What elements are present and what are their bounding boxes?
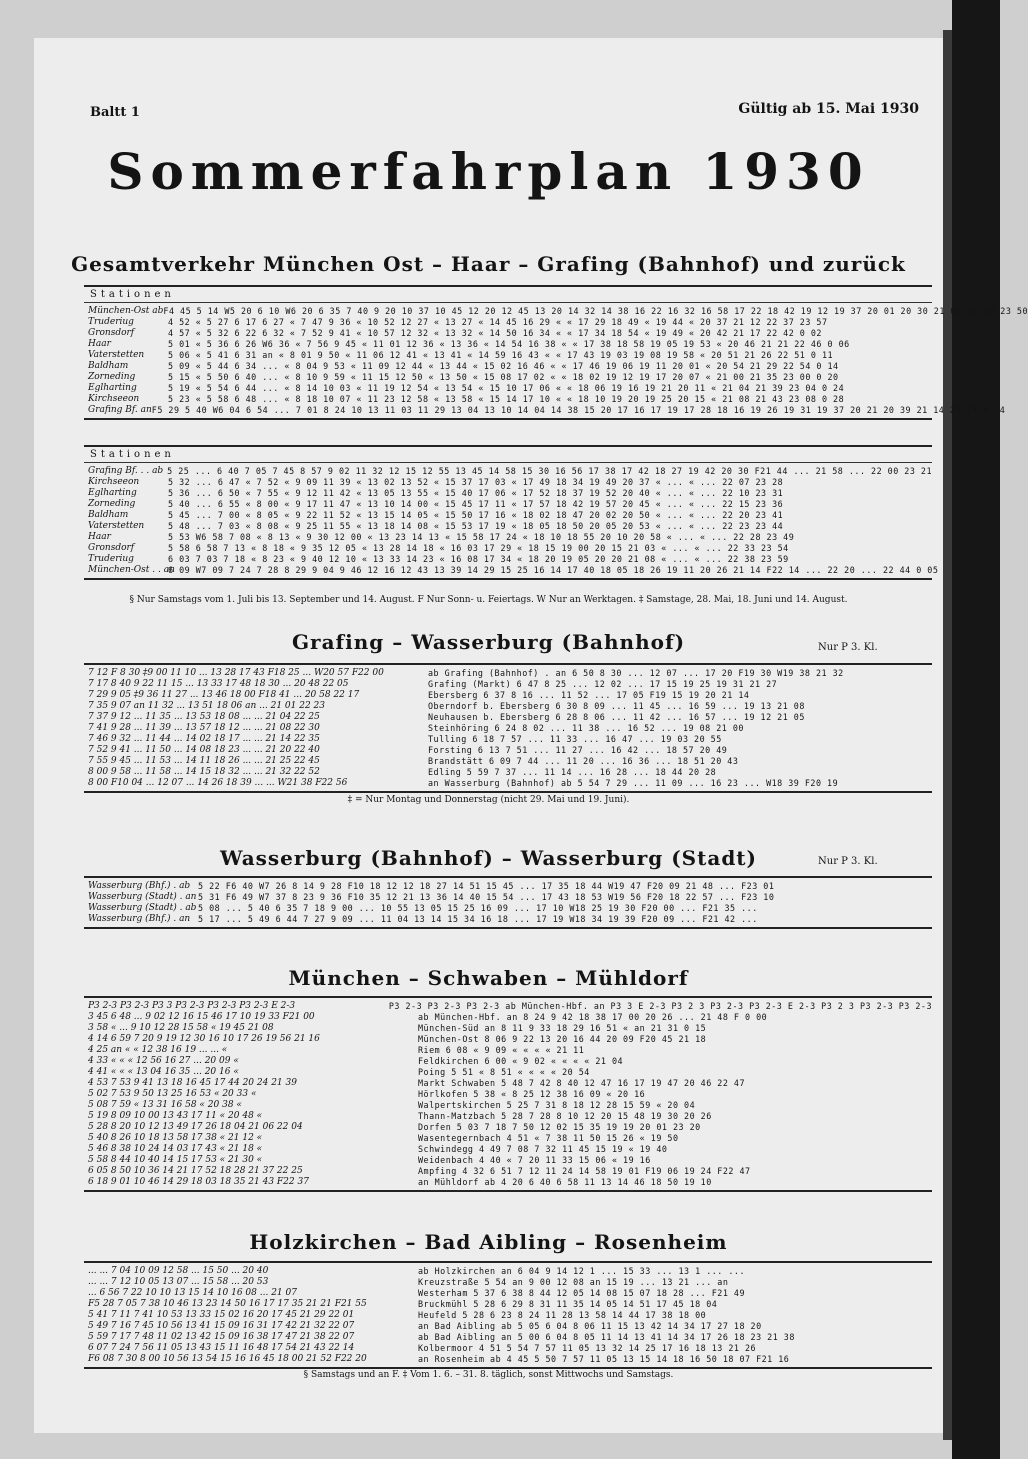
station-cell: 7 46 9 32 ... 11 44 ... 14 02 18 17 ... ... 21 14 22 35: [88, 734, 320, 744]
times-cell: Westerham 5 37 6 38 8 44 12 05 14 08 15 07 18 28 ... F21 49: [418, 1288, 745, 1298]
table-row: [84, 1166, 932, 1177]
times-cell: 6 03 7 03 7 18 « 8 23 « 9 40 12 10 « 13 33 14 23 « 16 08 17 34 « 18 20 19 05 20 20 21 08 « ... « ... 22 38 23 59: [168, 554, 789, 564]
table-row: [84, 372, 932, 383]
station-cell: 5 58 8 44 10 40 14 15 17 53 « 21 30 «: [88, 1155, 263, 1165]
station-cell: 4 25 an « « 12 38 16 19 ... ... «: [88, 1045, 228, 1055]
station-cell: 7 52 9 41 ... 11 50 ... 14 08 18 23 ... ... 21 20 22 40: [88, 745, 320, 755]
table-row: [84, 350, 932, 361]
times-cell: Grafing (Markt) 6 47 8 25 ... 12 02 ... 17 15 19 25 19 31 21 27: [428, 679, 778, 689]
times-cell: München-Süd an 8 11 9 33 18 29 16 51 « an 21 31 0 15: [418, 1023, 707, 1033]
station-cell: 5 28 8 20 10 12 13 49 17 26 18 04 21 06 22 04: [88, 1122, 303, 1132]
table-row: [84, 767, 932, 778]
table-row: [84, 1144, 932, 1155]
station-cell: Eglharting: [88, 488, 137, 498]
times-cell: Oberndorf b. Ebersberg 6 30 8 09 ... 11 45 ... 16 59 ... 19 13 21 08: [428, 701, 805, 711]
station-cell: Wasserburg (Stadt) . ab: [88, 903, 197, 913]
station-cell: 3 45 6 48 ... 9 02 12 16 15 46 17 10 19 33 F21 00: [88, 1012, 315, 1022]
times-cell: Ampfing 4 32 6 51 7 12 11 24 14 58 19 01 F19 06 19 24 F22 47: [418, 1166, 751, 1176]
table-row: [84, 914, 932, 925]
table-row: [84, 1012, 932, 1023]
table-row: [84, 554, 932, 565]
station-cell: 3 58 « ... 9 10 12 28 15 58 « 19 45 21 08: [88, 1023, 274, 1033]
table-row: [84, 745, 932, 756]
table-row: [84, 1310, 932, 1321]
station-cell: 7 12 F 8 30 ‡9 00 11 10 ... 13 28 17 43 F18 25 ... W20 57 F22 00: [88, 668, 384, 678]
station-cell: 5 41 7 11 7 41 10 53 13 33 15 02 16 20 17 45 21 29 22 01: [88, 1310, 355, 1320]
station-cell: Vaterstetten: [88, 521, 145, 531]
station-cell: 8 00 F10 04 ... 12 07 ... 14 26 18 39 ... ... W21 38 F22 56: [88, 778, 348, 788]
table-row: [84, 1111, 932, 1122]
times-cell: an Bad Aibling ab 5 05 6 04 8 06 11 15 13 42 14 34 17 27 18 20: [418, 1321, 762, 1331]
station-cell: 7 41 9 28 ... 11 39 ... 13 57 18 12 ... ... 21 08 22 30: [88, 723, 320, 733]
station-cell: 5 46 8 38 10 24 14 03 17 43 « 21 18 «: [88, 1144, 263, 1154]
table-row: [84, 339, 932, 350]
times-cell: an Wasserburg (Bahnhof) ab 5 54 7 29 ... 11 09 ... 16 23 ... W18 39 F20 19: [428, 778, 839, 788]
station-cell: Truderiug: [88, 554, 134, 564]
station-cell: 5 19 8 09 10 00 13 43 17 11 « 20 48 «: [88, 1111, 263, 1121]
times-cell: Edling 5 59 7 37 ... 11 14 ... 16 28 ... 18 44 20 28: [428, 767, 717, 777]
table-body: [84, 665, 932, 791]
times-cell: Bruckmühl 5 28 6 29 8 31 11 35 14 05 14 51 17 45 18 04: [418, 1299, 718, 1309]
station-cell: Truderiug: [88, 317, 134, 327]
table-row: [84, 1056, 932, 1067]
times-cell: Walpertskirchen 5 25 7 31 8 18 12 28 15 59 « 20 04: [418, 1100, 696, 1110]
table-row: [84, 1321, 932, 1332]
station-cell: 6 07 7 24 7 56 11 05 13 43 15 11 16 48 17 54 21 43 22 14: [88, 1343, 355, 1353]
table-body: [84, 463, 939, 578]
validity-date: Gültig ab 15. Mai 1930: [738, 101, 919, 117]
station-cell: Gronsdorf: [88, 328, 135, 338]
table-row: [84, 466, 932, 477]
table-row: [84, 712, 932, 723]
table-row: [84, 723, 932, 734]
station-cell: Haar: [88, 532, 111, 542]
table-row: [84, 394, 932, 405]
table-wasserburg-stadt: [84, 876, 932, 929]
table-row: [84, 543, 932, 554]
station-cell: ... ... 7 12 10 05 13 07 ... 15 58 ... 20 53: [88, 1277, 269, 1287]
table-row: [84, 903, 932, 914]
table-body: [84, 1263, 932, 1367]
station-cell: Gronsdorf: [88, 543, 135, 553]
table-row: [84, 1100, 932, 1111]
times-cell: Ebersberg 6 37 8 16 ... 11 52 ... 17 05 F19 15 19 20 21 14: [428, 690, 750, 700]
table-row: [84, 1034, 932, 1045]
table-row: [84, 1133, 932, 1144]
table-row: [84, 1354, 932, 1365]
times-cell: 5 25 ... 6 40 7 05 7 45 8 57 9 02 11 32 12 15 12 55 13 45 14 58 15 30 16 56 17 38 17 42 18 27 19 42 20 30 F21 44 ... 21 58 ... 22 00 23 21: [167, 466, 932, 476]
times-cell: Kolbermoor 4 51 5 54 7 57 11 05 13 32 14 25 17 16 18 13 21 26: [418, 1343, 757, 1353]
table-row: [84, 405, 1006, 416]
table-row: [84, 690, 932, 701]
page-number: Baltt 1: [90, 105, 140, 120]
station-cell: F6 08 7 30 8 00 10 56 13 54 15 16 16 45 18 00 21 52 F22 20: [88, 1354, 367, 1364]
times-cell: Thann-Matzbach 5 28 7 28 8 10 12 20 15 48 19 30 20 26: [418, 1111, 712, 1121]
times-cell: 5 48 ... 7 03 « 8 08 « 9 25 11 55 « 13 18 14 08 « 15 53 17 19 « 18 05 18 50 20 05 20 53 « ... « ... 22 23 23 44: [168, 521, 784, 531]
table-row: [84, 1155, 932, 1166]
times-cell: Brandstätt 6 09 7 44 ... 11 20 ... 16 36 ... 18 51 20 43: [428, 756, 739, 766]
station-cell: 8 00 9 58 ... 11 58 ... 14 15 18 32 ... ... 21 32 22 52: [88, 767, 320, 777]
station-cell: 6 18 9 01 10 46 14 29 18 03 18 35 21 43 F22 37: [88, 1177, 309, 1187]
table-row: [84, 361, 932, 372]
times-cell: Forsting 6 13 7 51 ... 11 27 ... 16 42 ... 18 57 20 49: [428, 745, 728, 755]
table-row: [84, 1045, 932, 1056]
class-note: Nur P 3. Kl.: [818, 856, 878, 867]
station-cell: ... 6 56 7 22 10 10 13 15 14 10 16 08 ... 21 07: [88, 1288, 297, 1298]
table-row: [84, 510, 932, 521]
station-cell: 5 59 7 17 7 48 11 02 13 42 15 09 16 38 17 47 21 38 22 07: [88, 1332, 355, 1342]
table-row: [84, 1089, 932, 1100]
times-cell: P3 2-3 P3 2-3 P3 2-3 ab München-Hbf. an P3 3 E 2-3 P3 2 3 P3 2-3 P3 2-3 E 2-3 P3 2 3 P3 2-3 P3 2-3: [388, 1001, 932, 1011]
table-row: [84, 778, 932, 789]
station-cell: München-Ost ab: [88, 306, 164, 316]
times-cell: Dorfen 5 03 7 18 7 50 12 02 15 35 19 19 20 01 23 20: [418, 1122, 701, 1132]
footnote-s2: ‡ = Nur Montag und Donnerstag (nicht 29. Mai und 19. Juni).: [347, 795, 630, 805]
times-cell: 5 32 ... 6 47 « 7 52 « 9 09 11 39 « 13 02 13 52 « 15 37 17 03 « 17 49 18 34 19 49 20 37 « ... « ... 22 07 23 28: [168, 477, 784, 487]
table-row: [84, 701, 932, 712]
station-cell: Haar: [88, 339, 111, 349]
station-cell: Wasserburg (Bhf.) . ab: [88, 881, 191, 891]
station-cell: 4 53 7 53 9 41 13 18 16 45 17 44 20 24 21 39: [88, 1078, 297, 1088]
times-cell: 5 36 ... 6 50 « 7 55 « 9 12 11 42 « 13 05 13 55 « 15 40 17 06 « 17 52 18 37 19 52 20 40 « ... « ... 22 10 23 31: [168, 488, 784, 498]
times-cell: 6 09 W7 09 7 24 7 28 8 29 9 04 9 46 12 16 12 43 13 39 14 29 15 25 16 14 17 40 18 05 18 26 19 11 20 26 21 14 F22 14 ... 22 20 ... 22 44 0 05: [168, 565, 939, 575]
times-cell: Tulling 6 18 7 57 ... 11 33 ... 16 47 ... 19 03 20 55: [428, 734, 722, 744]
station-cell: F5 28 7 05 7 38 10 46 13 23 14 50 16 17 17 35 21 21 F21 55: [88, 1299, 367, 1309]
station-cell: Kirchseeon: [88, 394, 140, 404]
station-cell: 6 05 8 50 10 36 14 21 17 52 18 28 21 37 22 25: [88, 1166, 303, 1176]
times-cell: ab Holzkirchen an 6 04 9 14 12 1 ... 15 33 ... 13 1 ... ...: [418, 1266, 745, 1276]
section-title-muenchen-grafing: Gesamtverkehr München Ost – Haar – Grafing (Bahnhof) und zurück: [71, 252, 906, 276]
times-cell: F4 45 5 14 W5 20 6 10 W6 20 6 35 7 40 9 20 10 37 10 45 12 20 12 45 13 20 14 32 14 38 16 22 16 32 16 58 17 22 18 42 19 12 19 37 20 01 20 30 21 05 22 30 23 50: [163, 306, 1028, 316]
times-cell: Poing 5 51 « 8 51 « « « « 20 54: [418, 1067, 590, 1077]
times-cell: 5 09 « 5 44 6 34 ... « 8 04 9 53 « 11 09 12 44 « 13 44 « 15 02 16 46 « « 17 46 19 06 19 11 20 01 « 20 54 21 29 22 54 0 14: [168, 361, 839, 371]
times-cell: München-Ost 8 06 9 22 13 20 16 44 20 09 F20 45 21 18: [418, 1034, 707, 1044]
times-cell: 5 40 ... 6 55 « 8 00 « 9 17 11 47 « 13 10 14 00 « 15 45 17 11 « 17 57 18 42 19 57 20 45 « ... « ... 22 15 23 36: [168, 499, 784, 509]
station-cell: 7 37 9 12 ... 11 35 ... 13 53 18 08 ... ... 21 04 22 25: [88, 712, 320, 722]
times-cell: 5 45 ... 7 00 « 8 05 « 9 22 11 52 « 13 15 14 05 « 15 50 17 16 « 18 02 18 47 20 02 20 50 « ... « ... 22 20 23 41: [168, 510, 784, 520]
times-cell: Markt Schwaben 5 48 7 42 8 40 12 47 16 17 19 47 20 46 22 47: [418, 1078, 745, 1088]
station-cell: 7 35 9 07 an 11 32 ... 13 51 18 06 an ... 21 01 22 23: [88, 701, 326, 711]
table-body: [84, 998, 932, 1190]
times-cell: 5 06 « 5 41 6 31 an « 8 01 9 50 « 11 06 12 41 « 13 41 « 14 59 16 43 « « 17 43 19 03 19 08 19 58 « 20 51 21 26 22 51 0 11: [168, 350, 834, 360]
station-cell: Grafing Bf. . . ab: [88, 466, 164, 476]
table-grafing-wasserburg: [84, 663, 932, 793]
binder-edge: [952, 0, 1000, 1459]
station-cell: Vaterstetten: [88, 350, 145, 360]
section-title-holzkirchen-rosenheim: Holzkirchen – Bad Aibling – Rosenheim: [249, 1230, 728, 1254]
table-grafing-muenchen: [84, 445, 939, 580]
footnote-s5: § Samstags und an F. ‡ Vom 1. 6. – 31. 8. täglich, sonst Mittwochs und Samstags.: [303, 1370, 674, 1380]
table-row: [84, 756, 932, 767]
station-cell: 5 08 7 59 « 13 31 16 58 « 20 38 «: [88, 1100, 242, 1110]
stations-header: Stationen: [84, 447, 932, 463]
table-row: [84, 1078, 932, 1089]
station-cell: 5 02 7 53 9 50 13 25 16 53 « 20 33 «: [88, 1089, 257, 1099]
station-cell: 4 14 6 59 7 20 9 19 12 30 16 10 17 26 19 56 21 16: [88, 1034, 320, 1044]
footnote-s1: § Nur Samstags vom 1. Juli bis 13. September und 14. August. F Nur Sonn- u. Feiertags. W Nur an Werktagen. ‡ Samstage, 28. Mai, 18. Juni und 14. August.: [129, 595, 848, 605]
station-cell: München-Ost . . an: [88, 565, 175, 575]
table-body: [84, 303, 1028, 418]
times-cell: Neuhausen b. Ebersberg 6 28 8 06 ... 11 42 ... 16 57 ... 19 12 21 05: [428, 712, 805, 722]
table-row: [84, 1067, 932, 1078]
table-row: [84, 1277, 932, 1288]
timetable-page: [34, 38, 1028, 1433]
times-cell: 5 58 6 58 7 13 « 8 18 « 9 35 12 05 « 13 28 14 18 « 16 03 17 29 « 18 15 19 00 20 15 21 03 « ... « ... 22 33 23 54: [168, 543, 789, 553]
table-row: [84, 383, 932, 394]
station-cell: Wasserburg (Stadt) . an: [88, 892, 197, 902]
station-cell: Baldham: [88, 510, 129, 520]
times-cell: Riem 6 08 « 9 09 « « « « 21 11: [418, 1045, 585, 1055]
station-cell: ... ... 7 04 10 09 12 58 ... 15 50 ... 20 40: [88, 1266, 269, 1276]
times-cell: Kreuzstraße 5 54 an 9 00 12 08 an 15 19 ... 13 21 ... an: [418, 1277, 729, 1287]
table-row: [84, 1332, 932, 1343]
table-row: [84, 892, 932, 903]
table-row: [84, 1177, 932, 1188]
table-body: [84, 878, 932, 927]
times-cell: 5 53 W6 58 7 08 « 8 13 « 9 30 12 00 « 13 23 14 13 « 15 58 17 24 « 18 10 18 55 20 10 20 58 « ... « ... 22 28 23 49: [168, 532, 795, 542]
times-cell: Hörlkofen 5 38 « 8 25 12 38 16 09 « 20 16: [418, 1089, 646, 1099]
times-cell: Steinhöring 6 24 8 02 ... 11 38 ... 16 52 ... 19 08 21 00: [428, 723, 744, 733]
table-row: [84, 499, 932, 510]
station-cell: 4 33 « « « 12 56 16 27 ... 20 09 «: [88, 1056, 239, 1066]
times-cell: 5 19 « 5 54 6 44 ... « 8 14 10 03 « 11 19 12 54 « 13 54 « 15 10 17 06 « « 18 06 19 16 19 21 20 11 « 21 04 21 39 23 04 0 24: [168, 383, 845, 393]
times-cell: Heufeld 5 28 6 23 8 24 11 28 13 58 14 44 17 38 18 00: [418, 1310, 707, 1320]
times-cell: ab Bad Aibling an 5 00 6 04 8 05 11 14 13 41 14 34 17 26 18 23 21 38: [418, 1332, 795, 1342]
times-cell: 5 08 ... 5 40 6 35 7 18 9 00 ... 10 55 13 05 15 25 16 09 ... 17 10 W18 25 19 30 F20 00 ... F21 35 ...: [198, 903, 758, 913]
station-cell: 7 29 9 05 ‡9 36 11 27 ... 13 46 18 00 F18 41 ... 20 58 22 17: [88, 690, 360, 700]
table-row: [84, 1001, 932, 1012]
times-cell: 5 01 « 5 36 6 26 W6 36 « 7 56 9 45 « 11 01 12 36 « 13 36 « 14 54 16 38 « « 17 38 18 58 19 05 19 53 « 20 46 21 21 22 46 0 06: [168, 339, 850, 349]
table-row: [84, 881, 932, 892]
section-title-muenchen-muehldorf: München – Schwaben – Mühldorf: [288, 966, 689, 990]
table-row: [84, 734, 932, 745]
table-row: [84, 1122, 932, 1133]
table-holzkirchen-rosenheim: [84, 1261, 932, 1369]
table-row: [84, 1343, 932, 1354]
station-cell: 5 49 7 16 7 45 10 56 13 41 15 09 16 31 17 42 21 32 22 07: [88, 1321, 355, 1331]
station-cell: Kirchseeon: [88, 477, 140, 487]
times-cell: Weidenbach 4 40 « 7 20 11 33 15 06 « 19 16: [418, 1155, 651, 1165]
times-cell: ab Grafing (Bahnhof) . an 6 50 8 30 ... 12 07 ... 17 20 F19 30 W19 38 21 32: [428, 668, 844, 678]
table-row: [84, 1288, 932, 1299]
class-note: Nur P 3. Kl.: [818, 642, 878, 653]
table-row: [84, 565, 939, 576]
times-cell: an Mühldorf ab 4 20 6 40 6 58 11 13 14 46 18 50 19 10: [418, 1177, 712, 1187]
table-row: [84, 1299, 932, 1310]
station-cell: Zorneding: [88, 372, 136, 382]
station-cell: 5 40 8 26 10 18 13 58 17 38 « 21 12 «: [88, 1133, 263, 1143]
times-cell: F5 29 5 40 W6 04 6 54 ... 7 01 8 24 10 13 11 03 11 29 13 04 13 10 14 04 14 38 15 20 17 16 17 19 17 28 18 16 19 26 19 31 19 37 20 21 20 39 21 14 23 14 0 34: [151, 405, 1006, 415]
table-row: [84, 328, 932, 339]
station-cell: Wasserburg (Bhf.) . an: [88, 914, 191, 924]
section-title-grafing-wasserburg: Grafing – Wasserburg (Bahnhof): [291, 630, 686, 654]
times-cell: ab München-Hbf. an 8 24 9 42 18 38 17 00 20 26 ... 21 48 F 0 00: [418, 1012, 768, 1022]
times-cell: 4 57 « 5 32 6 22 6 32 « 7 52 9 41 « 10 57 12 32 « 13 32 « 14 50 16 34 « « 17 34 18 54 « 19 49 « 20 42 21 17 22 42 0 02: [168, 328, 822, 338]
section-title-wasserburg-stadt: Wasserburg (Bahnhof) – Wasserburg (Stadt): [219, 846, 757, 870]
station-cell: 4 41 « « « 13 04 16 35 ... 20 16 «: [88, 1067, 239, 1077]
table-row: [84, 668, 932, 679]
times-cell: an Rosenheim ab 4 45 5 50 7 57 11 05 13 15 14 18 16 50 18 07 F21 16: [418, 1354, 790, 1364]
times-cell: 5 22 F6 40 W7 26 8 14 9 28 F10 18 12 12 18 27 14 51 15 45 ... 17 35 18 44 W19 47 F20 09 21 48 ... F23 01: [198, 881, 775, 891]
times-cell: Schwindegg 4 49 7 08 7 32 11 45 15 19 « 19 40: [418, 1144, 668, 1154]
times-cell: 5 17 ... 5 49 6 44 7 27 9 09 ... 11 04 13 14 15 34 16 18 ... 17 19 W18 34 19 39 F20 09 ... F21 42 ...: [198, 914, 758, 924]
table-row: [84, 488, 932, 499]
station-cell: Baldham: [88, 361, 129, 371]
table-muenchen-muehldorf: [84, 996, 932, 1192]
times-cell: 5 23 « 5 58 6 48 ... « 8 18 10 07 « 11 23 12 58 « 13 58 « 15 14 17 10 « « 18 10 19 20 19 25 20 15 « 21 08 21 43 23 08 0 28: [168, 394, 845, 404]
table-row: [84, 317, 932, 328]
times-cell: 4 52 « 5 27 6 17 6 27 « 7 47 9 36 « 10 52 12 27 « 13 27 « 14 45 16 29 « « 17 29 18 49 « 19 44 « 20 37 21 12 22 37 23 57: [168, 317, 828, 327]
table-row: [84, 532, 932, 543]
station-cell: Grafing Bf. an: [88, 405, 152, 415]
times-cell: 5 15 « 5 50 6 40 ... « 8 10 9 59 « 11 15 12 50 « 13 50 « 15 08 17 02 « « 18 02 19 12 19 17 20 07 « 21 00 21 35 23 00 0 20: [168, 372, 839, 382]
page-title: Sommerfahrplan 1930: [107, 142, 870, 201]
station-cell: Eglharting: [88, 383, 137, 393]
times-cell: Feldkirchen 6 00 « 9 02 « « « « 21 04: [418, 1056, 624, 1066]
station-cell: 7 55 9 45 ... 11 53 ... 14 11 18 26 ... ... 21 25 22 45: [88, 756, 320, 766]
table-muenchen-grafing: [84, 285, 1028, 420]
page-shadow: [943, 30, 952, 1440]
table-row: [84, 1266, 932, 1277]
times-cell: 5 31 F6 49 W7 37 8 23 9 36 F10 35 12 21 13 36 14 40 15 54 ... 17 43 18 53 W19 56 F20 18 22 57 ... F23 10: [198, 892, 775, 902]
stations-header: Stationen: [84, 287, 932, 303]
table-row: [84, 477, 932, 488]
table-row: [84, 679, 932, 690]
station-cell: Zorneding: [88, 499, 136, 509]
station-cell: 7 17 8 40 9 22 11 15 ... 13 33 17 48 18 30 ... 20 48 22 05: [88, 679, 349, 689]
table-row: [84, 1023, 932, 1034]
table-row: [84, 306, 1028, 317]
station-cell: P3 2-3 P3 2-3 P3 3 P3 2-3 P3 2-3 P3 2-3 E 2-3: [88, 1001, 296, 1011]
table-row: [84, 521, 932, 532]
times-cell: Wasentegernbach 4 51 « 7 38 11 50 15 26 « 19 50: [418, 1133, 679, 1143]
